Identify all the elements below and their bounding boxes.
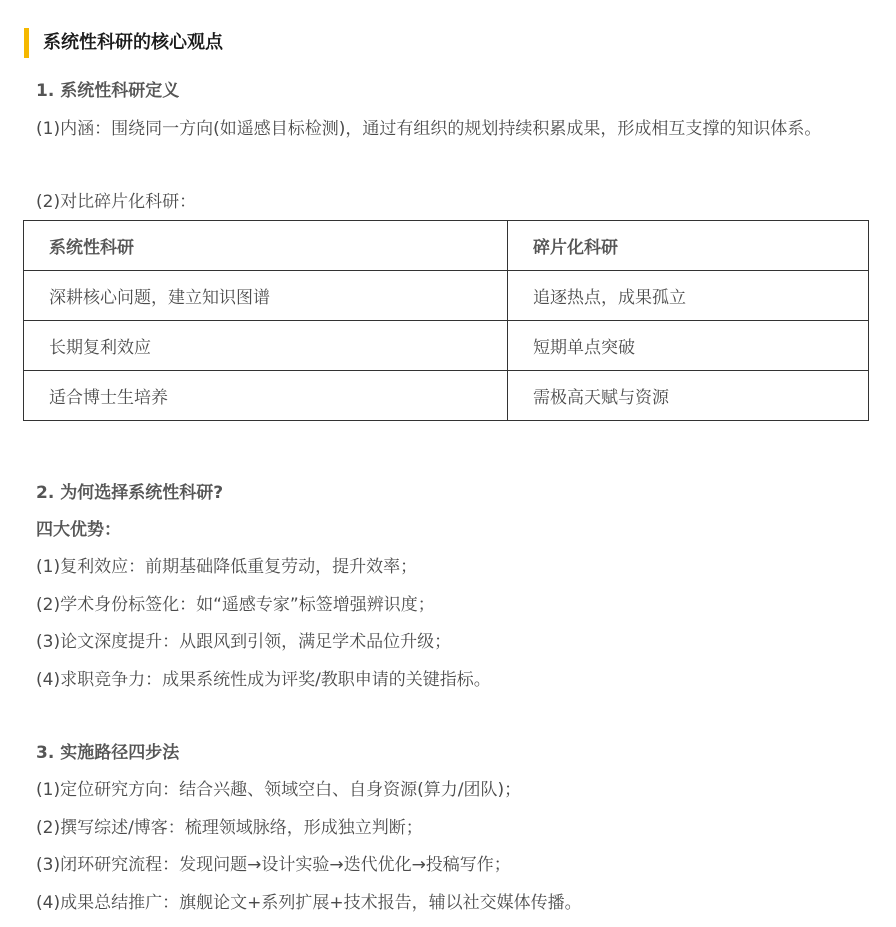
list-item: (1)复利效应：前期基础降低重复劳动，提升效率； <box>36 557 418 577</box>
section-2-subtitle: 四大优势： <box>36 520 121 540</box>
table-row <box>24 371 869 421</box>
table-header-cell: 系统性科研 <box>24 221 508 271</box>
page-title: 系统性科研的核心观点 <box>24 28 223 58</box>
table-cell: 短期单点突破 <box>508 321 869 371</box>
list-item: (2)学术身份标签化：如“遥感专家”标签增强辨识度； <box>36 595 435 615</box>
section-1-paragraph-2: (2)对比碎片化科研： <box>36 192 197 212</box>
section-1-paragraph-1: (1)内涵：围绕同一方向(如遥感目标检测)，通过有组织的规划持续积累成果，形成相互支撑的知识体系。 <box>36 119 822 139</box>
table-row <box>24 271 869 321</box>
list-item: (3)论文深度提升：从跟风到引领，满足学术品位升级； <box>36 632 452 652</box>
section-2-title: 2. 为何选择系统性科研? <box>36 483 224 503</box>
list-item: (4)成果总结推广：旗舰论文+系列扩展+技术报告，辅以社交媒体传播。 <box>36 893 582 913</box>
table-cell: 适合博士生培养 <box>24 371 508 421</box>
table-header-cell: 碎片化科研 <box>508 221 869 271</box>
table-row <box>24 321 869 371</box>
table-cell: 长期复利效应 <box>24 321 508 371</box>
list-item: (2)撰写综述/博客：梳理领域脉络，形成独立判断； <box>36 818 423 838</box>
list-item: (4)求职竞争力：成果系统性成为评奖/教职申请的关键指标。 <box>36 670 491 690</box>
section-1-title: 1. 系统性科研定义 <box>36 81 180 101</box>
table-cell: 深耕核心问题，建立知识图谱 <box>24 271 508 321</box>
list-item: (1)定位研究方向：结合兴趣、领域空白、自身资源(算力/团队)； <box>36 780 522 800</box>
list-item: (3)闭环研究流程：发现问题→设计实验→迭代优化→投稿写作； <box>36 855 511 875</box>
table-cell: 需极高天赋与资源 <box>508 371 869 421</box>
comparison-table <box>23 220 869 421</box>
table-header-row <box>24 221 869 271</box>
section-3-title: 3. 实施路径四步法 <box>36 743 180 763</box>
table-cell: 追逐热点，成果孤立 <box>508 271 869 321</box>
